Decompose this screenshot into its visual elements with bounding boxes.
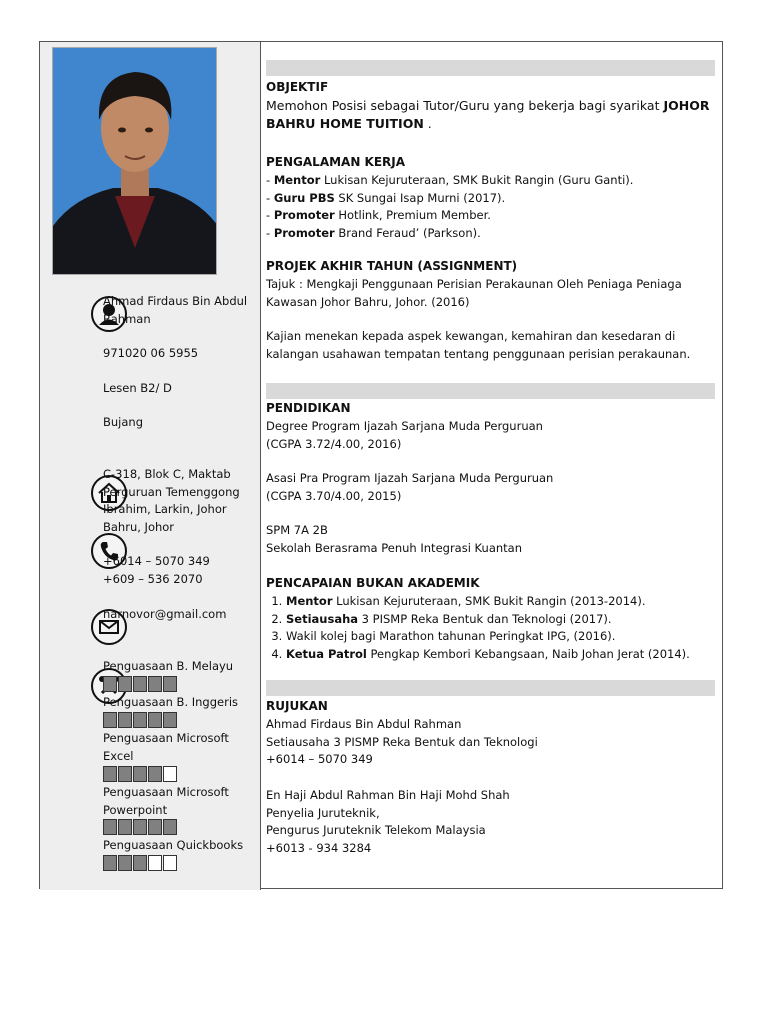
projek-tajuk: Tajuk : Mengkaji Penggunaan Perisian Perakaunan Oleh Peniaga Peniaga Kawasan Johor Bahru, Johor. (2016) <box>266 277 682 309</box>
skill-level-cell <box>118 676 132 692</box>
skill-level-cell <box>148 766 162 782</box>
skill-label: Penguasaan B. Melayu <box>103 659 234 673</box>
skill-level-cell <box>118 712 132 728</box>
skill-label: Penguasaan Microsoft Excel <box>103 731 229 763</box>
section-band <box>266 680 715 696</box>
pengalaman-title: PENGALAMAN KERJA <box>266 155 406 169</box>
reference-1: Ahmad Firdaus Bin Abdul Rahman Setiausaha 3 PISMP Reka Bentuk dan Teknologi +6014 – 5070 349 <box>266 717 538 766</box>
skill-level-cell <box>148 855 162 871</box>
section-band <box>266 383 715 399</box>
skill-label: Penguasaan Quickbooks <box>103 838 244 852</box>
edu-asasi: Asasi Pra Program Ijazah Sarjana Muda Perguruan (CGPA 3.70/4.00, 2015) <box>266 471 554 503</box>
pencapaian-list <box>266 593 726 663</box>
skill-level-cell <box>118 855 132 871</box>
skill-level-cell <box>103 819 117 835</box>
ic-number: 971020 06 5955 <box>103 346 199 360</box>
reference-2: En Haji Abdul Rahman Bin Haji Mohd Shah Penyelia Juruteknik, Pengurus Juruteknik Telekom Malaysia +6013 - 934 3284 <box>266 788 510 855</box>
sidebar <box>40 42 261 890</box>
skill-label: Penguasaan B. Inggeris <box>103 695 239 709</box>
section-band <box>266 60 715 76</box>
list-item: - Guru PBS SK Sungai Isap Murni (2017). <box>266 190 506 205</box>
profile-photo <box>52 47 217 275</box>
skill-level-cell <box>163 819 177 835</box>
skill-bar <box>103 766 178 782</box>
objektif-text: Memohon Posisi sebagai Tutor/Guru yang bekerja bagi syarikat JOHOR BAHRU HOME TUITION . <box>266 98 710 131</box>
driving-license: Lesen B2/ D <box>103 381 172 395</box>
skill-level-cell <box>133 766 147 782</box>
list-item: 1. Mentor Lukisan Kejuruteraan, SMK Bukit Rangin (2013-2014). <box>286 593 726 611</box>
phone-home: +609 – 536 2070 <box>103 572 203 586</box>
skill-level-cell <box>133 819 147 835</box>
skill-level-cell <box>133 855 147 871</box>
skill-level-cell <box>103 712 117 728</box>
projek-title: PROJEK AKHIR TAHUN (ASSIGNMENT) <box>266 259 518 273</box>
full-name: Ahmad Firdaus Bin Abdul Rahman <box>103 294 248 326</box>
skill-level-cell <box>118 766 132 782</box>
list-item: - Promoter Hotlink, Premium Member. <box>266 208 491 222</box>
skill-level-cell <box>163 766 177 782</box>
list-item: 2. Setiausaha 3 PISMP Reka Bentuk dan Teknologi (2017). <box>286 611 726 629</box>
skill-bar <box>103 855 178 871</box>
skill-level-cell <box>103 855 117 871</box>
pendidikan-title: PENDIDIKAN <box>266 401 351 415</box>
list-item: 4. Ketua Patrol Pengkap Kembori Kebangsaan, Naib Johan Jerat (2014). <box>286 646 726 664</box>
skill-label: Penguasaan Microsoft Powerpoint <box>103 785 229 817</box>
skill-bar <box>103 819 178 835</box>
skill-level-cell <box>163 676 177 692</box>
skill-level-cell <box>118 819 132 835</box>
skill-level-cell <box>148 712 162 728</box>
skill-bar <box>103 676 178 692</box>
skill-level-cell <box>133 712 147 728</box>
email: narnovor@gmail.com <box>103 607 227 621</box>
skill-bar <box>103 712 178 728</box>
skill-level-cell <box>163 712 177 728</box>
skill-level-cell <box>103 766 117 782</box>
list-item: - Mentor Lukisan Kejuruteraan, SMK Bukit Rangin (Guru Ganti). <box>266 173 634 187</box>
rujukan-title: RUJUKAN <box>266 699 328 713</box>
pengalaman-list <box>266 172 716 242</box>
pencapaian-title: PENCAPAIAN BUKAN AKADEMIK <box>266 576 480 590</box>
edu-degree: Degree Program Ijazah Sarjana Muda Perguruan (CGPA 3.72/4.00, 2016) <box>266 419 543 451</box>
projek-kajian: Kajian menekan kepada aspek kewangan, kemahiran dan kesedaran di kalangan usahawan tempatan tentang penggunaan perisian perakaunan. <box>266 329 691 361</box>
marital-status: Bujang <box>103 415 144 429</box>
address: C-318, Blok C, Maktab Perguruan Temenggong Ibrahim, Larkin, Johor Bahru, Johor <box>103 467 240 534</box>
objektif-title: OBJEKTIF <box>266 80 329 94</box>
edu-spm: SPM 7A 2B Sekolah Berasrama Penuh Integrasi Kuantan <box>266 523 522 555</box>
list-item: - Promoter Brand Feraud’ (Parkson). <box>266 225 481 240</box>
skill-level-cell <box>133 676 147 692</box>
resume-page <box>39 41 723 889</box>
list-item: 3. Wakil kolej bagi Marathon tahunan Peringkat IPG, (2016). <box>286 628 726 646</box>
skill-level-cell <box>103 676 117 692</box>
skill-level-cell <box>148 676 162 692</box>
phone-mobile: +6014 – 5070 349 <box>103 554 210 568</box>
skill-level-cell <box>163 855 177 871</box>
skill-level-cell <box>148 819 162 835</box>
